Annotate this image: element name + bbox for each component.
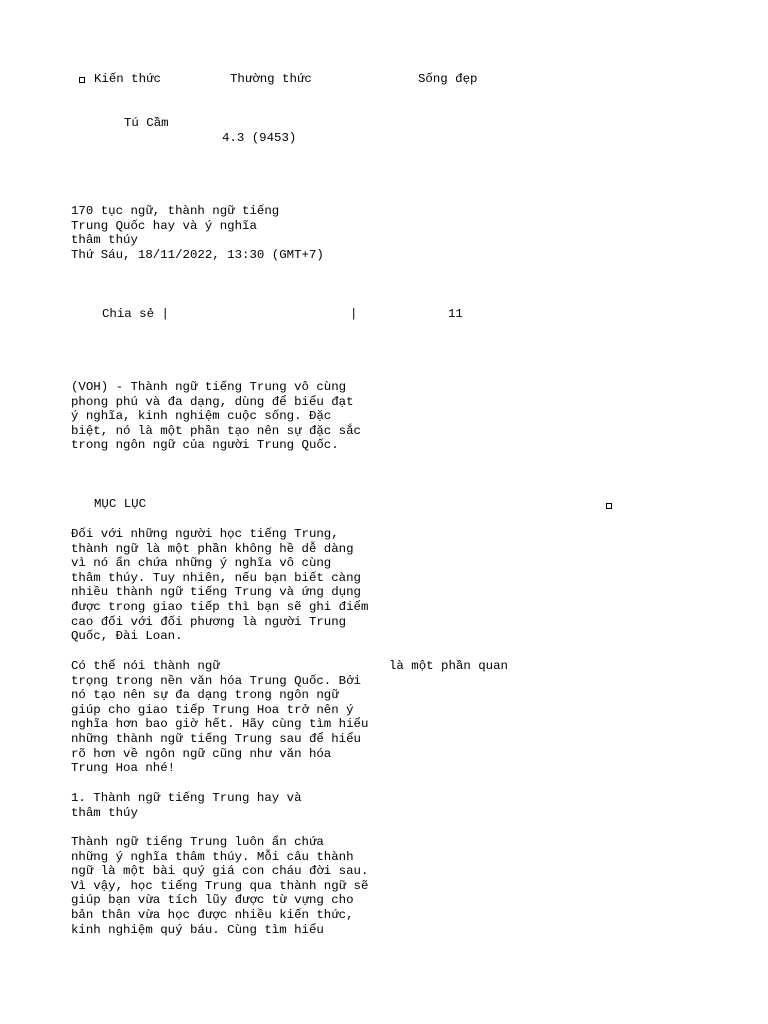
comment-count[interactable]: 11 bbox=[448, 307, 463, 321]
paragraph-line: nhiều thành ngữ tiếng Trung và ứng dụng bbox=[71, 585, 361, 600]
paragraph-line: thâm thúy. Tuy nhiên, nếu bạn biết càng bbox=[71, 570, 361, 585]
toc-label[interactable]: MỤC LỤC bbox=[94, 497, 147, 511]
paragraph-line: Trung Hoa nhé! bbox=[71, 761, 176, 776]
author-name[interactable]: Tú Cầm bbox=[124, 116, 169, 130]
paragraph-line: cao đối với đối phương là người Trung bbox=[71, 614, 347, 629]
section-1-heading bbox=[71, 791, 302, 820]
paragraph-line: Thành ngữ tiếng Trung luôn ẩn chứa bbox=[71, 835, 324, 849]
nav-bullet-icon bbox=[79, 77, 85, 83]
paragraph-line: Vì vậy, học tiếng Trung qua thành ngữ sẽ bbox=[71, 878, 369, 893]
paragraph-line: kinh nghiệm quý báu. Cùng tìm hiểu bbox=[71, 922, 324, 937]
section-1-body bbox=[71, 835, 368, 937]
paragraph-2-start: Có thể nói thành ngữ bbox=[71, 659, 220, 673]
nav-item-kien-thuc[interactable]: Kiến thức bbox=[94, 72, 161, 86]
paragraph-2 bbox=[71, 674, 368, 776]
share-button[interactable]: Chia sẻ | bbox=[102, 307, 169, 321]
paragraph-line: những thành ngữ tiếng Trung sau để hiểu bbox=[71, 731, 361, 746]
paragraph-line: rõ hơn về ngôn ngữ cũng như văn hóa bbox=[71, 746, 332, 761]
paragraph-line: được trong giao tiếp thì bạn sẽ ghi điểm bbox=[71, 599, 369, 614]
article-title bbox=[71, 204, 324, 262]
article-title-line: thâm thúy bbox=[71, 233, 138, 248]
intro-line: trong ngôn ngữ của người Trung Quốc. bbox=[71, 438, 339, 453]
article-intro bbox=[71, 380, 361, 453]
intro-line: phong phú và đa dạng, dùng để biểu đạt bbox=[71, 394, 354, 409]
paragraph-line: nó tạo nên sự đa dạng trong ngôn ngữ bbox=[71, 688, 339, 703]
paragraph-2-continuation: là một phần quan bbox=[389, 659, 508, 673]
paragraph-line: bản thân vừa học được nhiều kiến thức, bbox=[71, 907, 354, 922]
nav-item-thuong-thuc[interactable]: Thường thức bbox=[230, 72, 312, 86]
article-date: Thứ Sáu, 18/11/2022, 13:30 (GMT+7) bbox=[71, 247, 324, 262]
article-title-line: Trung Quốc hay và ý nghĩa bbox=[71, 218, 257, 233]
intro-line: biệt, nó là một phần tạo nên sự đặc sắc bbox=[71, 423, 361, 438]
paragraph-line: giúp bạn vừa tích lũy được từ vựng cho bbox=[71, 893, 354, 908]
section-heading-line: thâm thúy bbox=[71, 805, 138, 820]
paragraph-line: giúp cho giao tiếp Trung Hoa trở nên ý bbox=[71, 702, 354, 717]
author-rating: 4.3 (9453) bbox=[222, 131, 297, 145]
paragraph-line: Quốc, Đài Loan. bbox=[71, 629, 183, 644]
paragraph-line: Đối với những người học tiếng Trung, bbox=[71, 527, 339, 541]
paragraph-line: trọng trong nền văn hóa Trung Quốc. Bởi bbox=[71, 673, 361, 688]
share-divider: | bbox=[350, 307, 358, 321]
intro-line: ý nghĩa, kinh nghiệm cuộc sống. Đặc bbox=[71, 409, 332, 424]
article-title-line: 170 tục ngữ, thành ngữ tiếng bbox=[71, 204, 280, 218]
toc-toggle-icon[interactable] bbox=[606, 503, 612, 509]
paragraph-line: nghĩa hơn bao giờ hết. Hãy cùng tìm hiểu bbox=[71, 717, 369, 732]
nav-item-song-dep[interactable]: Sống đẹp bbox=[418, 72, 478, 86]
paragraph-1 bbox=[71, 527, 368, 644]
paragraph-line: ngữ là một bài quý giá con cháu đời sau. bbox=[71, 864, 369, 879]
paragraph-line: những ý nghĩa thâm thúy. Mỗi câu thành bbox=[71, 849, 354, 864]
intro-line: (VOH) - Thành ngữ tiếng Trung vô cùng bbox=[71, 380, 347, 394]
paragraph-line: vì nó ẩn chứa những ý nghĩa vô cùng bbox=[71, 556, 332, 571]
paragraph-line: thành ngữ là một phần không hề dễ dàng bbox=[71, 541, 354, 556]
section-heading-line: 1. Thành ngữ tiếng Trung hay và bbox=[71, 791, 302, 805]
